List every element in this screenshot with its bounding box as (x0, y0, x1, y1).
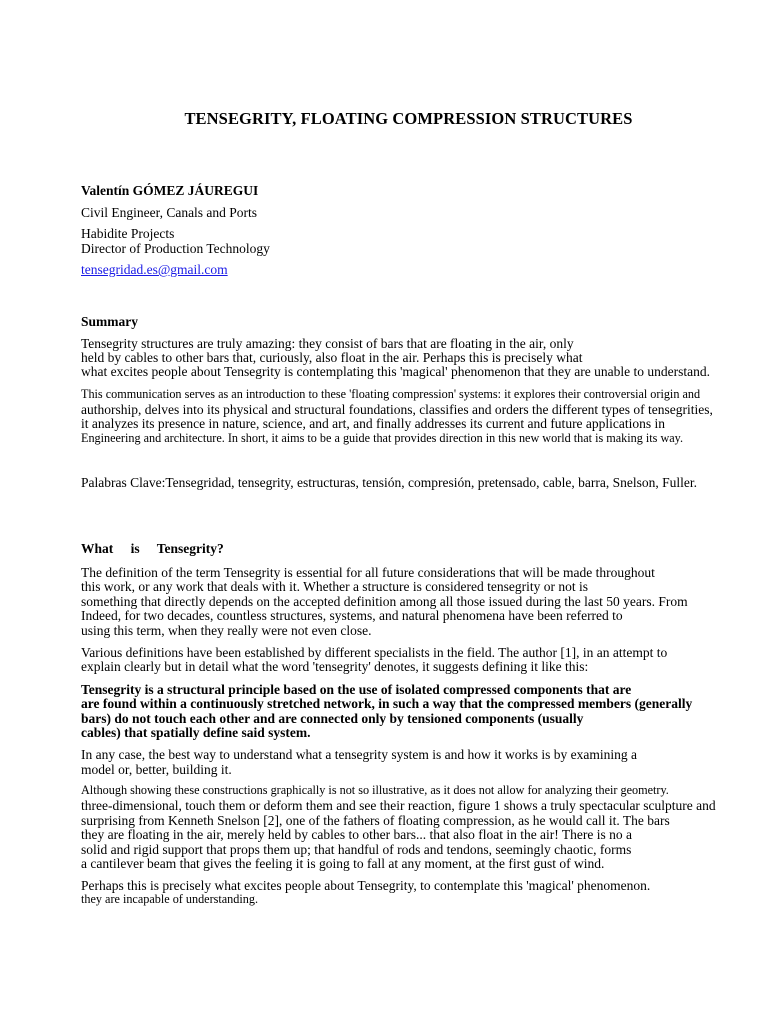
body-line: they are incapable of understanding. (81, 892, 258, 906)
body-line: Although showing these constructions graphically is not so illustrative, as it does not allow for analyzing their geometry. (81, 783, 669, 797)
definition-line: are found within a continuously stretched network, in such a way that the compressed members (generally (81, 696, 693, 711)
body-line: model or, better, building it. (81, 762, 232, 777)
summary-line: held by cables to other bars that, curiously, also float in the air. Perhaps this is precisely what (81, 350, 583, 365)
summary-line: authorship, delves into its physical and structural foundations, classifies and orders the different types of tensegrities, (81, 402, 713, 417)
summary-line: what excites people about Tensegrity is contemplating this 'magical' phenomenon that they are unable to understand. (81, 364, 710, 379)
document-title: TENSEGRITY, FLOATING COMPRESSION STRUCTURES (184, 109, 633, 128)
body-line: Various definitions have been established by different specialists in the field. The author [1], in an attempt to (81, 645, 668, 660)
body-line: Perhaps this is precisely what excites people about Tensegrity, to contemplate this 'magical' phenomenon. (81, 878, 651, 893)
keywords: Palabras Clave:Tensegridad, tensegrity, estructuras, tensión, compresión, pretensado, cable, barra, Snelson, Fuller. (81, 475, 698, 490)
body-line: they are floating in the air, merely held by cables to other bars... that also float in the air! There is no a (81, 827, 633, 842)
body-line: Indeed, for two decades, countless structures, systems, and natural phenomena have been referred to (81, 608, 623, 623)
section-heading: What is Tensegrity? (81, 541, 224, 556)
body-line: In any case, the best way to understand what a tensegrity system is and how it works is by examining a (81, 747, 638, 762)
author-position: Director of Production Technology (81, 241, 270, 256)
body-line: using this term, when they really were not even close. (81, 623, 372, 638)
summary-heading: Summary (81, 314, 138, 329)
body-line: surprising from Kenneth Snelson [2], one of the fathers of floating compression, as he would call it. The bars (81, 813, 670, 828)
body-line: The definition of the term Tensegrity is essential for all future considerations that will be made throughout (81, 565, 655, 580)
author-name: Valentín GÓMEZ JÁUREGUI (81, 183, 259, 198)
author-role: Civil Engineer, Canals and Ports (81, 205, 258, 220)
definition-line: cables) that spatially define said system. (81, 725, 311, 740)
summary-line: This communication serves as an introduction to these 'floating compression' systems: it explores their controversial origin and (81, 387, 701, 401)
body-line: a cantilever beam that gives the feeling it is going to fall at any moment, at the first gust of wind. (81, 856, 605, 871)
body-line: explain clearly but in detail what the word 'tensegrity' denotes, it suggests defining it like this: (81, 659, 589, 674)
summary-line: it analyzes its presence in nature, science, and art, and finally addresses its current and future applications in (81, 416, 666, 431)
definition-line: Tensegrity is a structural principle based on the use of isolated compressed components that are (81, 682, 632, 697)
body-line: three-dimensional, touch them or deform them and see their reaction, figure 1 shows a truly spectacular sculpture and (81, 798, 716, 813)
author-organization: Habidite Projects (81, 226, 175, 241)
summary-line: Tensegrity structures are truly amazing: they consist of bars that are floating in the air, only (81, 336, 574, 351)
body-line: this work, or any work that deals with it. Whether a structure is considered tensegrity or not is (81, 579, 589, 594)
summary-line: Engineering and architecture. In short, it aims to be a guide that provides direction in this new world that is making its way. (81, 431, 684, 445)
body-line: solid and rigid support that props them up; that handful of rods and tendons, seemingly chaotic, forms (81, 842, 632, 857)
author-email-link[interactable]: tensegridad.es@gmail.com (81, 262, 228, 277)
definition-line: bars) do not touch each other and are connected only by tensioned components (usually (81, 711, 584, 726)
body-line: something that directly depends on the accepted definition among all those issued during the last 50 years. From (81, 594, 688, 609)
